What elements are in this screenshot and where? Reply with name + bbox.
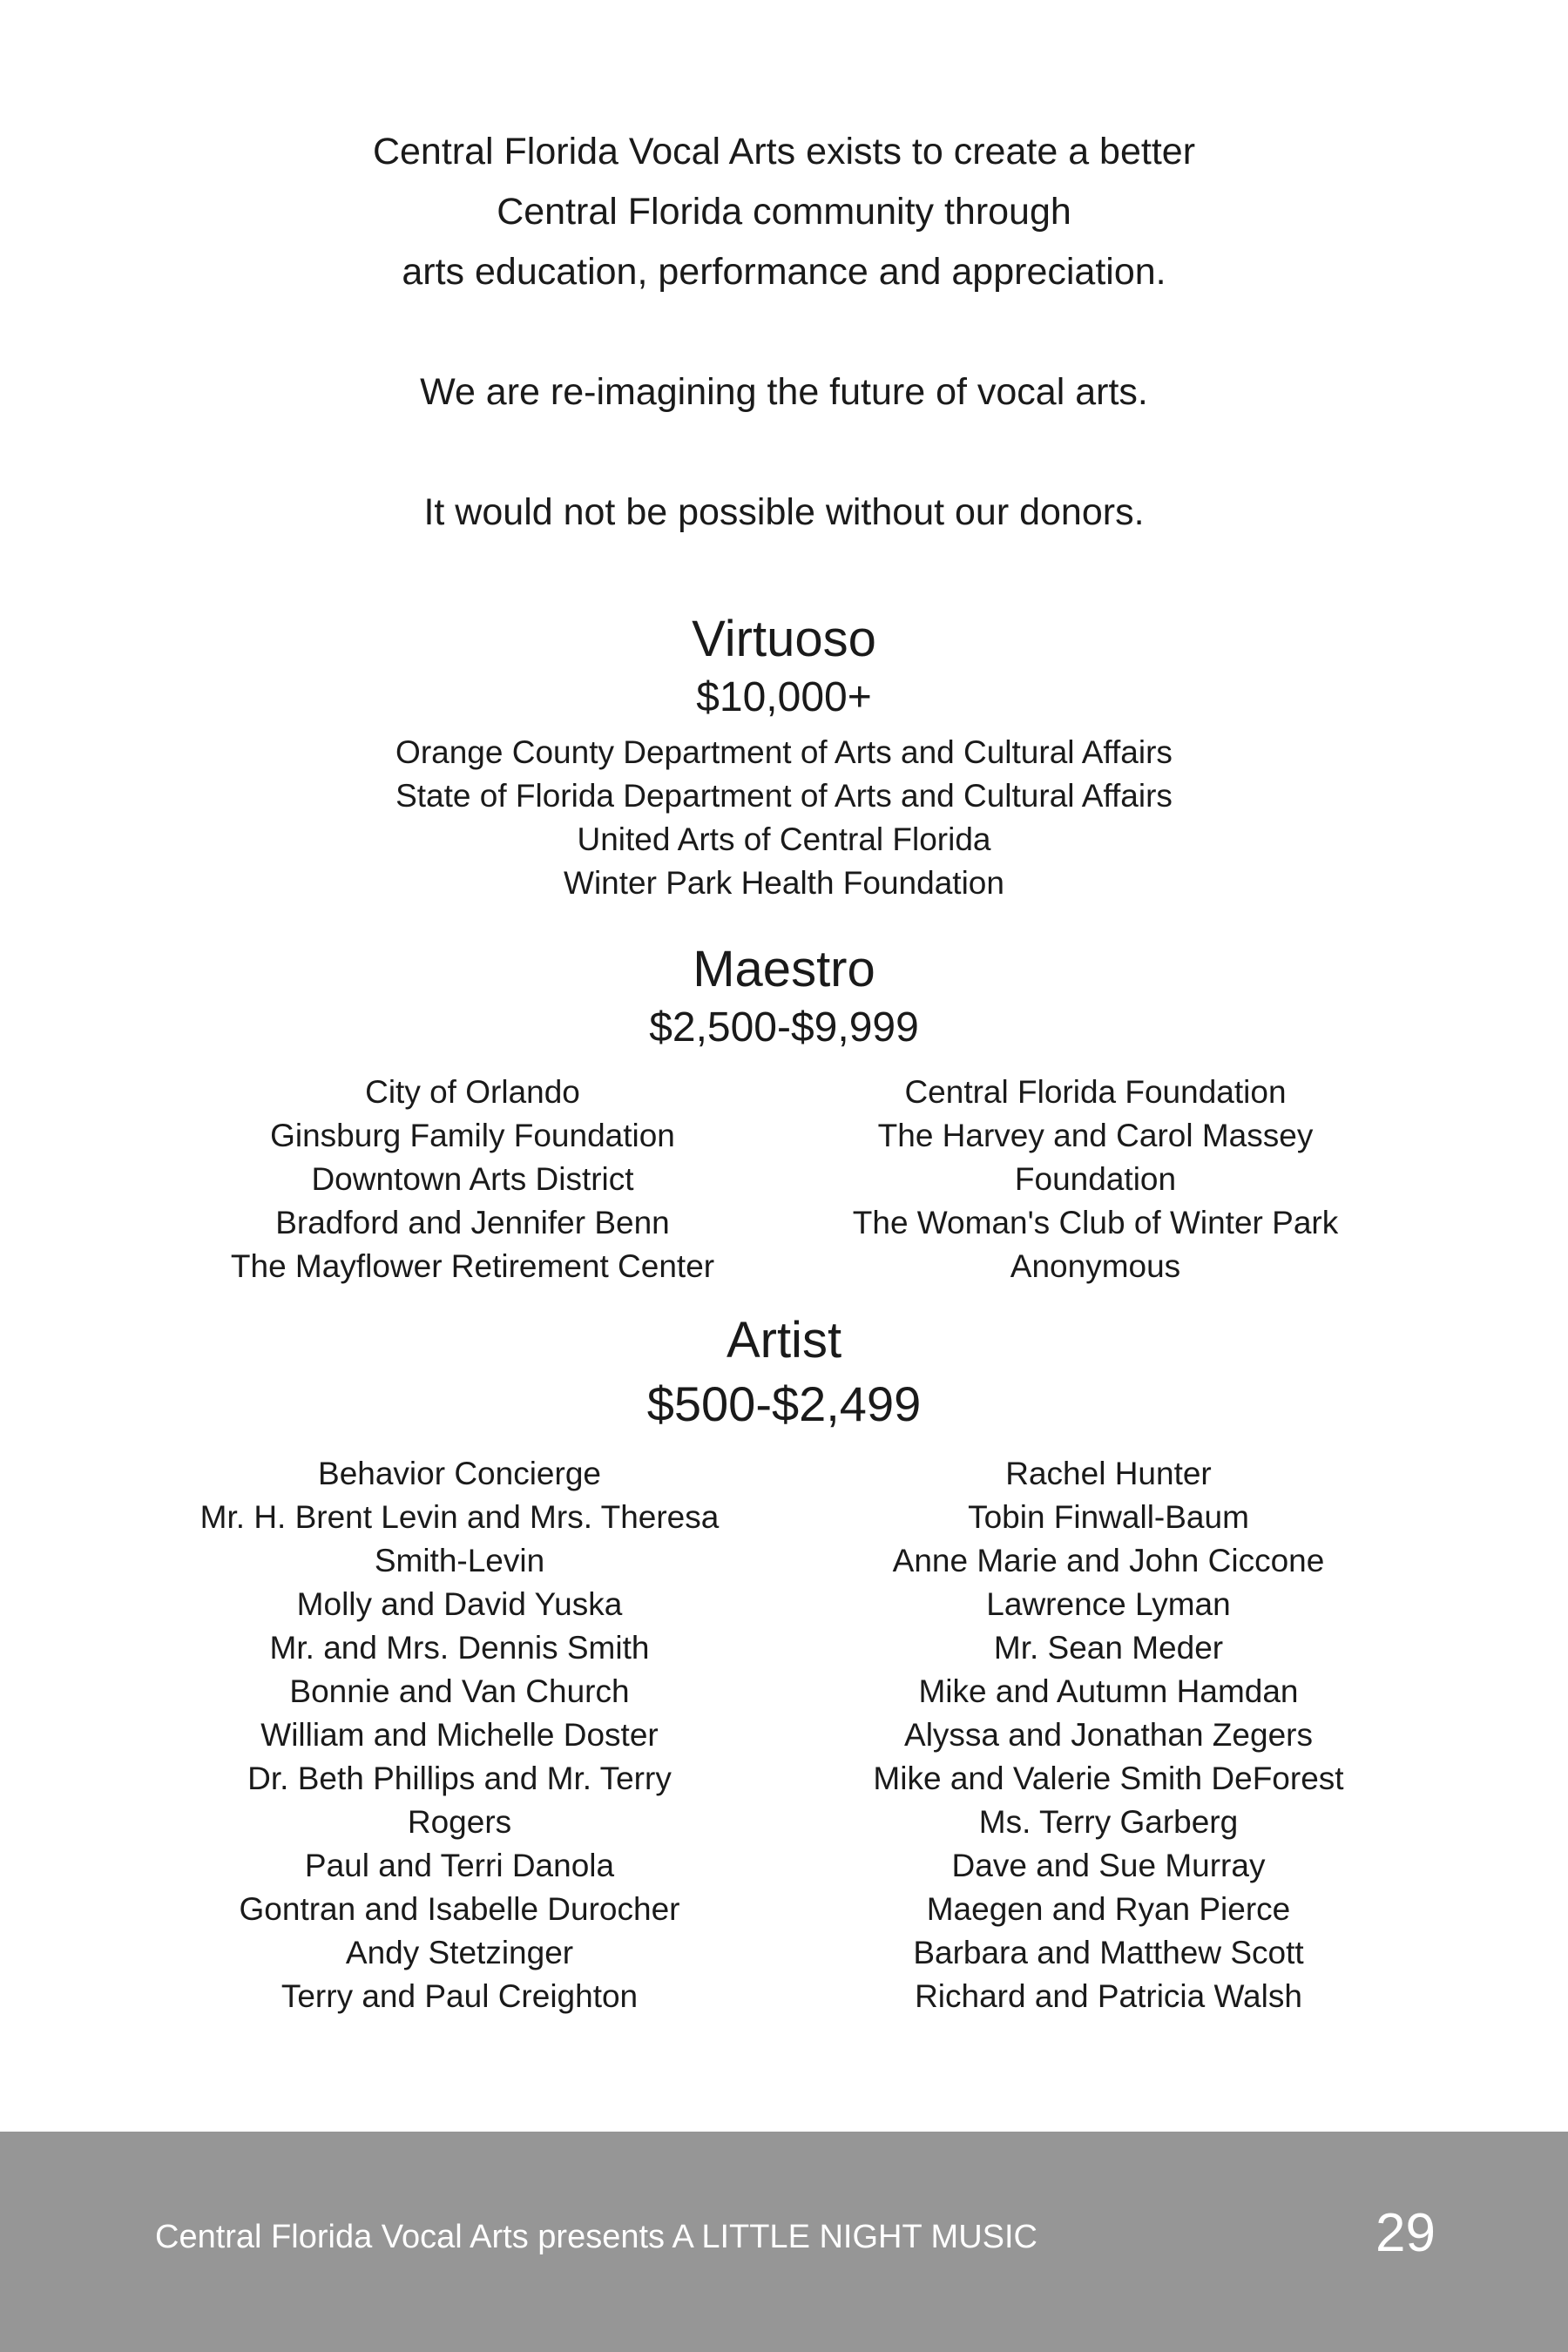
page-footer xyxy=(0,2132,1568,2352)
donor-item: The Harvey and Carol Massey xyxy=(877,1118,1314,1153)
donor-item: Bonnie and Van Church xyxy=(289,1673,630,1709)
donor-item: Winter Park Health Foundation xyxy=(564,865,1004,901)
donor-item: Barbara and Matthew Scott xyxy=(913,1935,1304,1970)
donor-item: Central Florida Foundation xyxy=(904,1074,1287,1110)
tier-maestro xyxy=(0,939,1568,1056)
donor-item: Rachel Hunter xyxy=(1005,1456,1212,1491)
intro-line: arts education, performance and appreciation. xyxy=(402,251,1166,293)
donor-item: Bradford and Jennifer Benn xyxy=(275,1205,670,1240)
donor-item: Dr. Beth Phillips and Mr. Terry xyxy=(247,1761,672,1796)
maestro-donor-list-left xyxy=(166,1071,780,1288)
donor-item: Maegen and Ryan Pierce xyxy=(926,1891,1291,1927)
page-number: 29 xyxy=(1375,2203,1436,2263)
donor-item: State of Florida Department of Arts and Cultural Affairs xyxy=(395,778,1173,814)
donor-item: Mike and Valerie Smith DeForest xyxy=(873,1761,1344,1796)
donor-item: The Mayflower Retirement Center xyxy=(230,1248,715,1284)
donor-item: Behavior Concierge xyxy=(318,1456,601,1491)
donor-item: Mr. H. Brent Levin and Mrs. Theresa xyxy=(199,1499,720,1535)
donor-item: Tobin Finwall-Baum xyxy=(968,1499,1249,1535)
donor-item: Ms. Terry Garberg xyxy=(978,1804,1239,1840)
donor-item: Anne Marie and John Ciccone xyxy=(892,1543,1325,1578)
donor-item: Paul and Terri Danola xyxy=(304,1848,615,1883)
intro-section xyxy=(0,122,1568,543)
donor-item: Anonymous xyxy=(1010,1248,1181,1284)
tier-virtuoso xyxy=(0,609,1568,905)
intro-donors-note: It would not be possible without our donors. xyxy=(423,491,1145,533)
donor-item: Downtown Arts District xyxy=(311,1161,634,1197)
footer-title: Central Florida Vocal Arts presents A LITTLE NIGHT MUSIC xyxy=(155,2219,1037,2255)
artist-donor-list-left xyxy=(148,1452,771,2018)
donor-item: Mr. Sean Meder xyxy=(993,1630,1224,1666)
donor-item: Terry and Paul Creighton xyxy=(280,1978,639,2014)
donor-item: Andy Stetzinger xyxy=(345,1935,574,1970)
intro-line: Central Florida community through xyxy=(497,191,1071,233)
tier-maestro-name: Maestro xyxy=(693,941,875,997)
virtuoso-donor-list xyxy=(0,731,1568,905)
donor-item: Molly and David Yuska xyxy=(296,1586,623,1622)
artist-donor-list-right xyxy=(814,1452,1402,2018)
donor-item: City of Orlando xyxy=(365,1074,580,1110)
maestro-donor-list-right xyxy=(797,1071,1394,1288)
donor-item: United Arts of Central Florida xyxy=(577,821,991,857)
donor-item: Lawrence Lyman xyxy=(986,1586,1231,1622)
donor-item: Alyssa and Jonathan Zegers xyxy=(904,1717,1313,1753)
tier-virtuoso-amount: $10,000+ xyxy=(696,674,872,720)
donor-item: Mr. and Mrs. Dennis Smith xyxy=(269,1630,650,1666)
donor-item: Rogers xyxy=(407,1804,512,1840)
donor-item: Mike and Autumn Hamdan xyxy=(918,1673,1299,1709)
donor-item: Dave and Sue Murray xyxy=(951,1848,1266,1883)
tier-virtuoso-name: Virtuoso xyxy=(692,611,876,667)
tier-artist-amount: $500-$2,499 xyxy=(646,1376,922,1431)
donor-item: Foundation xyxy=(1014,1161,1177,1197)
donor-item: Gontran and Isabelle Durocher xyxy=(239,1891,680,1927)
donor-item: Richard and Patricia Walsh xyxy=(915,1978,1302,2014)
donor-item: The Woman's Club of Winter Park xyxy=(852,1205,1339,1240)
donor-item: Orange County Department of Arts and Cultural Affairs xyxy=(395,734,1173,770)
intro-tagline: We are re-imagining the future of vocal arts. xyxy=(420,371,1148,413)
tier-maestro-amount: $2,500-$9,999 xyxy=(649,1004,919,1051)
donor-item: Ginsburg Family Foundation xyxy=(270,1118,675,1153)
intro-line: Central Florida Vocal Arts exists to create a better xyxy=(372,131,1196,172)
donor-item: Smith-Levin xyxy=(374,1543,545,1578)
tier-artist xyxy=(0,1310,1568,1437)
donor-item: William and Michelle Doster xyxy=(260,1717,659,1753)
tier-artist-name: Artist xyxy=(726,1312,842,1369)
